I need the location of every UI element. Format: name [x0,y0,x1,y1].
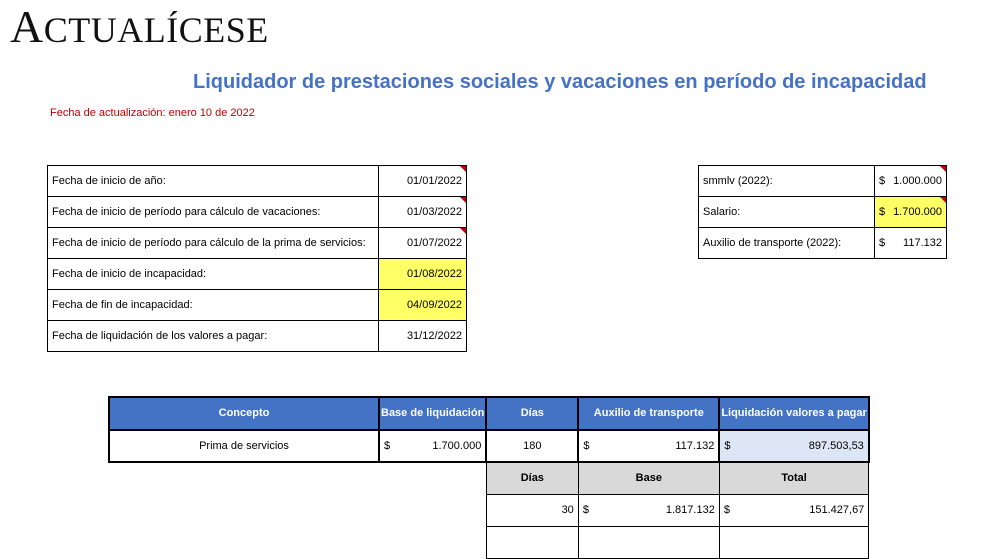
header-liquidacion: Liquidación valores a pagar [719,397,869,430]
sub-header-base: Base [578,462,719,494]
detail-base-cell[interactable] [578,526,719,558]
empty-space [109,494,486,526]
detail-total-amount: 151.427,67 [809,504,865,516]
header-concepto: Concepto [109,397,379,430]
date-label: Fecha de inicio de período para cálculo de vacaciones: [48,197,379,228]
currency-symbol: $ [879,206,886,218]
date-label: Fecha de inicio de período para cálculo de la prima de servicios: [48,228,379,259]
param-label: smmlv (2022): [699,166,875,197]
date-label: Fecha de fin de incapacidad: [48,290,379,321]
header-base: Base de liquidación [379,397,486,430]
currency-symbol: $ [879,237,886,249]
table-row [109,526,869,558]
update-date: Fecha de actualización: enero 10 de 2022 [50,107,255,119]
detail-total-cell[interactable] [719,526,869,558]
calculation-table [108,396,870,559]
sub-header-total: Total [719,462,869,494]
concepto-cell[interactable]: Prima de servicios [109,430,379,462]
date-value-cell[interactable]: 01/03/2022 [379,197,467,228]
header-dias: Días [486,397,578,430]
currency-symbol: $ [724,440,731,452]
detail-base-cell[interactable] [578,494,719,526]
table-row [48,259,467,290]
currency-symbol: $ [879,175,886,187]
table-row [48,321,467,352]
liquidacion-cell[interactable] [719,430,869,462]
empty-space [109,462,486,494]
currency-symbol: $ [583,440,590,452]
date-label: Fecha de inicio de incapacidad: [48,259,379,290]
param-value-cell[interactable] [875,228,947,259]
table-row [109,430,869,462]
base-cell[interactable] [379,430,486,462]
table-row [699,197,947,228]
table-row [48,197,467,228]
date-label: Fecha de liquidación de los valores a pagar: [48,321,379,352]
table-row [48,166,467,197]
dias-cell[interactable]: 180 [486,430,578,462]
header-auxilio: Auxilio de transporte [578,397,719,430]
param-amount: 117.132 [903,237,942,249]
params-table [698,165,947,259]
date-value-cell[interactable]: 01/01/2022 [379,166,467,197]
currency-symbol: $ [723,504,730,516]
date-label: Fecha de inicio de año: [48,166,379,197]
date-value-cell[interactable]: 31/12/2022 [379,321,467,352]
detail-dias-cell[interactable] [486,526,578,558]
sub-header-dias: Días [486,462,578,494]
empty-space [109,526,486,558]
actualicese-logo: ACTUALÍCESE [10,1,269,52]
date-value-cell[interactable]: 01/07/2022 [379,228,467,259]
liquidacion-amount: 897.503,53 [808,440,864,452]
sub-header-row [109,462,869,494]
param-label: Salario: [699,197,875,228]
date-input-cell[interactable]: 01/08/2022 [379,259,467,290]
table-row [699,228,947,259]
table-row [48,228,467,259]
param-amount: 1.000.000 [893,175,942,187]
auxilio-cell[interactable] [578,430,719,462]
base-amount: 1.700.000 [432,440,482,452]
param-label: Auxilio de transporte (2022): [699,228,875,259]
page-title: Liquidador de prestaciones sociales y vacaciones en período de incapacidad [193,71,927,93]
detail-dias-cell[interactable]: 30 [486,494,578,526]
table-row [48,290,467,321]
dates-table [47,165,467,352]
table-row [699,166,947,197]
currency-symbol: $ [384,440,391,452]
detail-total-cell[interactable] [719,494,869,526]
auxilio-amount: 117.132 [675,440,715,452]
date-input-cell[interactable]: 04/09/2022 [379,290,467,321]
param-value-cell[interactable] [875,166,947,197]
header-row [109,397,869,430]
salary-input-cell[interactable] [875,197,947,228]
detail-base-amount: 1.817.132 [665,504,715,516]
currency-symbol: $ [582,504,589,516]
param-amount: 1.700.000 [893,206,942,218]
table-row [109,494,869,526]
